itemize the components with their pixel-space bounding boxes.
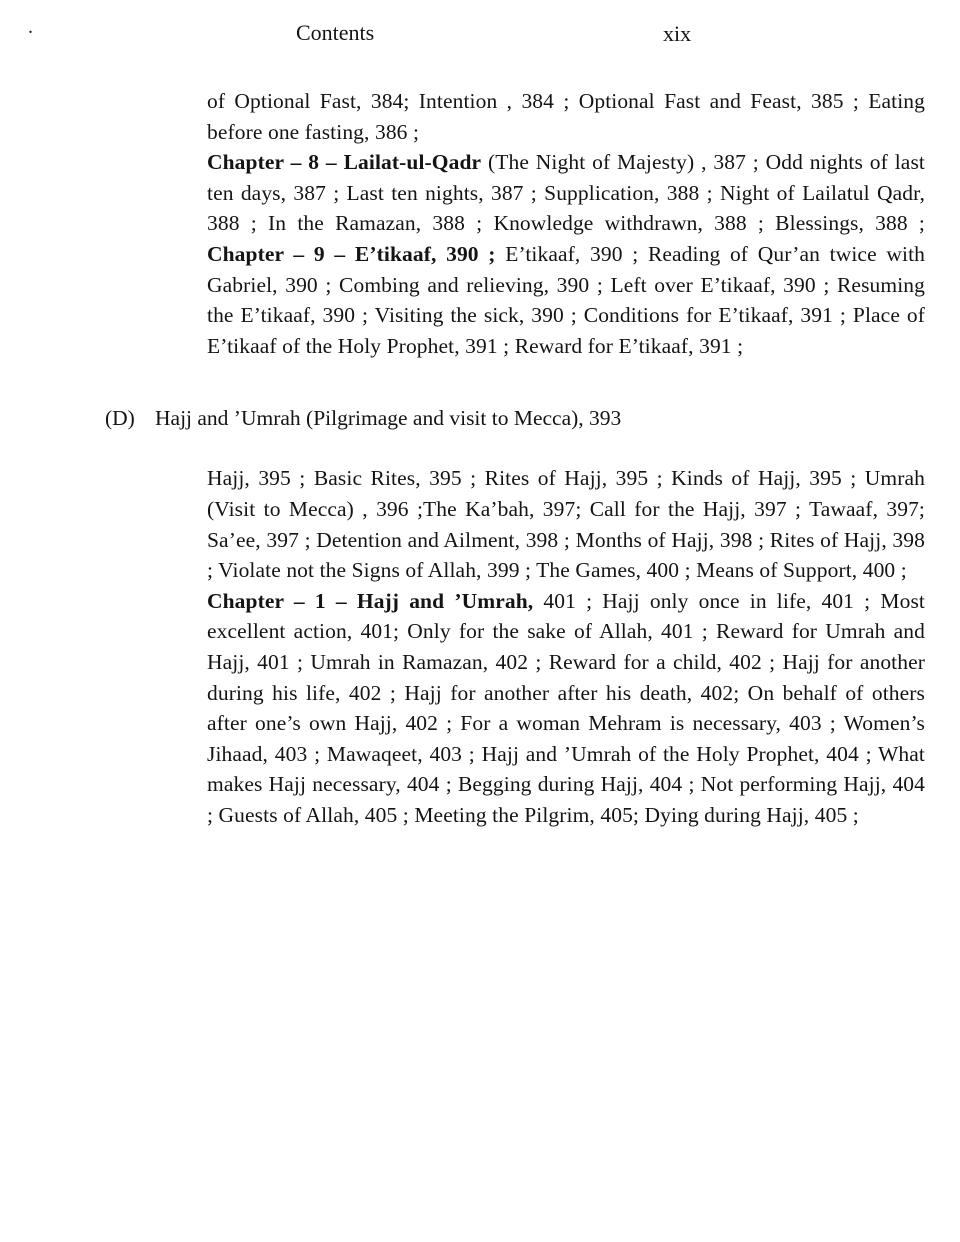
- toc-paragraph-hajj-umrah: Hajj, 395 ; Basic Rites, 395 ; Rites of Hajj, 395 ; Kinds of Hajj, 395 ; Umrah (Visit to Mecca) , 396 ;The Ka’bah, 397; Call for the Hajj, 397 ; Tawaaf, 397; Sa’ee, 397 ; Detention and Ailment, 398 ; Months of Hajj, 398 ; Rites of Hajj, 398 ; Violate not the Signs of Allah, 399 ; The Games, 400 ; Means of Support, 400 ; Chapter – 1 – Hajj and ’Umrah, 401 ; Hajj only once in life, 401 ; Most excellent action, 401; Only for the sake of Allah, 401 ; Reward for Umrah and Hajj, 401 ; Umrah in Ramazan, 402 ; Reward for a child, 402 ; Hajj for another during his life, 402 ; Hajj for another after his death, 402; On behalf of others after one’s own Hajj, 402 ; For a woman Mehram is necessary, 403 ; Women’s Jihaad, 403 ; Mawaqeet, 403 ; Hajj and ’Umrah of the Holy Prophet, 404 ; What makes Hajj necessary, 404 ; Begging during Hajj, 404 ; Not performing Hajj, 404 ; Guests of Allah, 405 ; Meeting the Pilgrim, 405; Dying during Hajj, 405 ;: [207, 466, 925, 827]
- page-header: [0, 0, 960, 52]
- stray-scan-mark: .: [28, 16, 33, 38]
- page-number: xix: [663, 21, 692, 46]
- running-title: Contents: [296, 20, 375, 45]
- section-title: Hajj and ’Umrah (Pilgrimage and visit to Mecca), 393: [155, 406, 622, 431]
- section-label: (D): [105, 406, 135, 431]
- section-heading-d: [105, 403, 925, 433]
- toc-paragraph-fasting-etikaaf: of Optional Fast, 384; Intention , 384 ; Optional Fast and Feast, 385 ; Eating before one fasting, 386 ; Chapter – 8 – Lailat-ul-Qadr (The Night of Majesty) , 387 ; Odd nights of last ten days, 387 ; Last ten nights, 387 ; Supplication, 388 ; Night of Lailatul Qadr, 388 ; In the Ramazan, 388 ; Knowledge withdrawn, 388 ; Blessings, 388 ; Chapter – 9 – E’tikaaf, 390 ; E’tikaaf, 390 ; Reading of Qur’an twice with Gabriel, 390 ; Combing and relieving, 390 ; Left over E’tikaaf, 390 ; Resuming the E’tikaaf, 390 ; Visiting the sick, 390 ; Conditions for E’tikaaf, 391 ; Place of E’tikaaf of the Holy Prophet, 391 ; Reward for E’tikaaf, 391 ;: [207, 89, 925, 358]
